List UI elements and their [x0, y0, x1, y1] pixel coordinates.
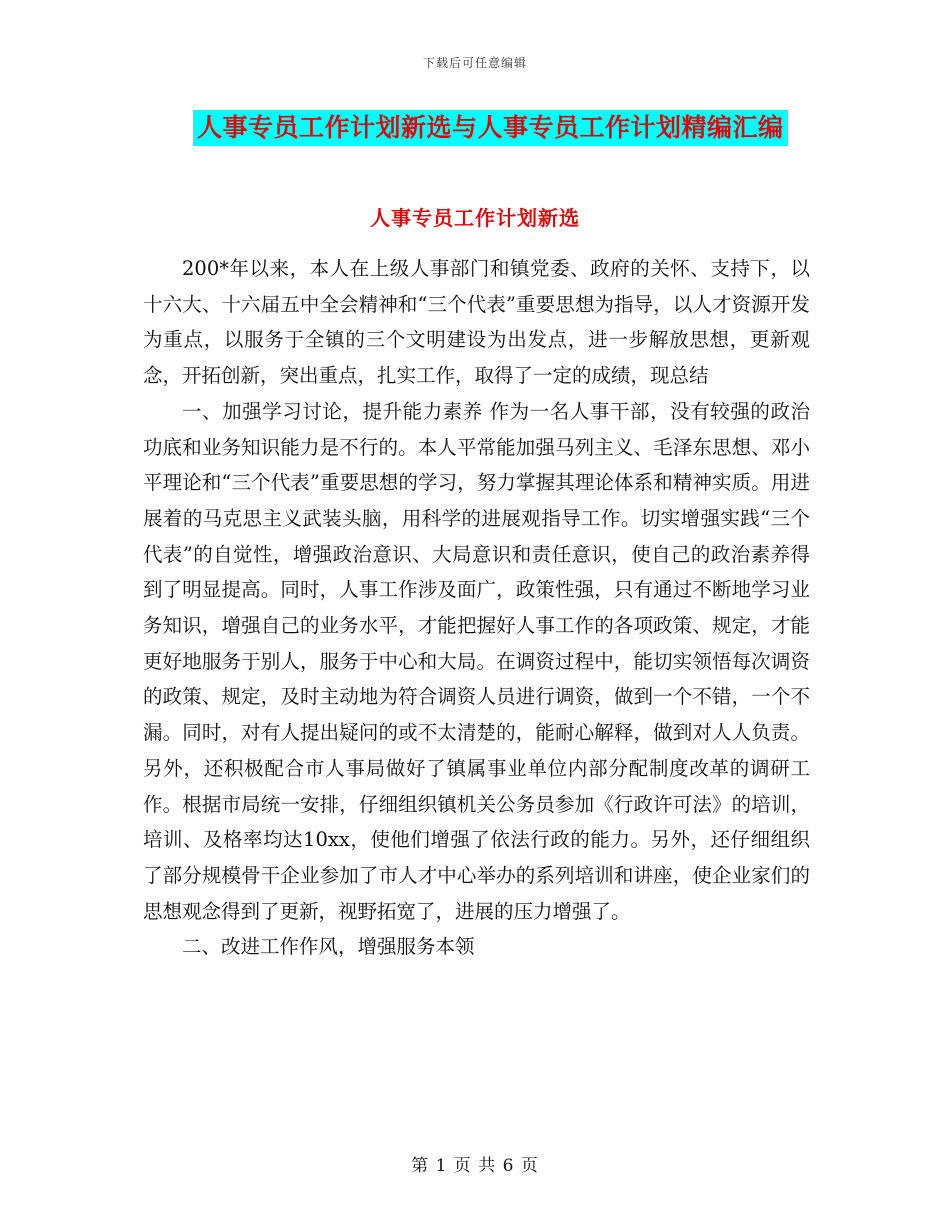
document-body — [143, 251, 810, 965]
paragraph: 二、改进工作作风，增强服务本领 — [182, 935, 475, 959]
header-note: 下载后可任意编辑 — [422, 56, 527, 70]
paragraph: 一、加强学习讨论，提升能力素养 作为一名人事干部，没有较强的政治功底和业务知识能力是不行的。本人平常能加强马列主义、毛泽东思想、邓小平理论和“三个代表”重要思想的学习，努力掌握其理论体系和精神实质。用进展着的马克思主义武装头脑，用科学的进展观指导工作。切实增强实践“三个代表”的自觉性，增强政治意识、大局意识和责任意识，使自己的政治素养得到了明显提高。同时，人事工作涉及面广，政策性强，只有通过不断地学习业务知识，增强自己的业务水平，才能把握好人事工作的各项政策、规定，才能更好地服务于别人，服务于中心和大局。在调资过程中，能切实领悟每次调资的政策、规定，及时主动地为符合调资人员进行调资，做到一个不错，一个不漏。同时，对有人提出疑问的或不太清楚的，能耐心解释，做到对人人负责。另外，还积极配合市人事局做好了镇属事业单位内部分配制度改革的调研工作。根据市局统一安排，仔细组织镇机关公务员参加《行政许可法》的培训，培训、及格率均达10xx，使他们增强了依法行政的能力。另外，还仔细组织了部分规模骨干企业参加了市人才中心举办的系列培训和讲座，使企业家们的思想观念得到了更新，视野拓宽了，进展的压力增强了。 — [143, 399, 810, 923]
section-title: 人事专员工作计划新选 — [370, 206, 580, 230]
page-number-footer: 第 1 页 共 6 页 — [411, 1156, 539, 1176]
paragraph: 200*年以来，本人在上级人事部门和镇党委、政府的关怀、支持下，以十六大、十六届五中全会精神和“三个代表”重要思想为指导，以人才资源开发为重点，以服务于全镇的三个文明建设为出发点，进一步解放思想，更新观念，开拓创新，突出重点，扎实工作，取得了一定的成绩，现总结 — [143, 257, 810, 388]
document-title: 人事专员工作计划新选与人事专员工作计划精编汇编 — [193, 110, 788, 146]
